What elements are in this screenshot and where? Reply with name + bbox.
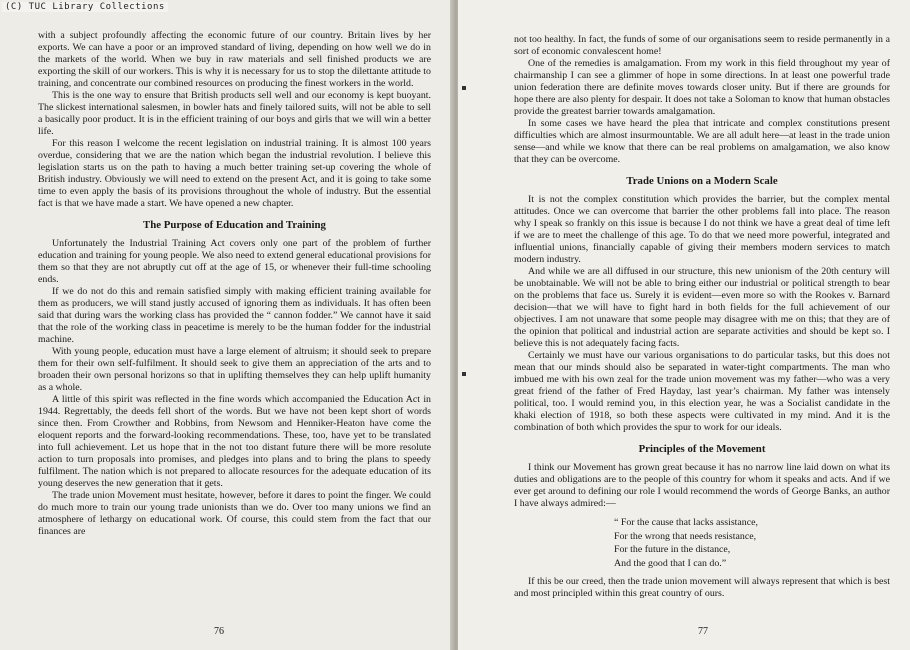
paragraph: Certainly we must have our various organisations to do particular tasks, but this does not mean that our minds should also be separated in water-tight compartments. The man who imbued me with his own zeal for the trade union movement was my father—who was a very great friend of the father of Fred Hayday, last year’s chairman. My father was intensely political, too. I would remind you, in this election year, he was a Socialist candidate in the khaki election of 1918, so both these aspects were cultivated in my mind. And it is the combination of both which provides the spur to work for our ideals. [514, 350, 890, 433]
poem-line: For the wrong that needs resistance, [614, 530, 757, 542]
copyright-watermark: (C) TUC Library Collections [2, 2, 168, 12]
poem-line: For the future in the distance, [614, 544, 731, 555]
paragraph: And while we are all diffused in our structure, this new unionism of the 20th century will be unobtainable. We will not be able to bring either our industrial or political strength to bear on the problems that face us. Surely it is evident—even more so with the Rookes v. Barnard decision—that we will have to fight hard in both fields for the full achievement of our objectives. I am not unaware that some people may disagree with me on this; that they are of the opinion that political and industrial action are separate activities and should be kept so. I believe this is not adequately facing facts. [514, 266, 890, 349]
right-page [458, 0, 910, 650]
closing-paragraph: If this be our creed, then the trade union movement will always represent that which is best and most principled within this great country of ours. [514, 576, 890, 599]
paragraph: In some cases we have heard the plea that intricate and complex constitutions present difficulties which are almost insurmountable. We are all adult here—at least in the trade union sense—and while we know that there can be real problems on amalgamation, we also know that they can be overcome. [514, 118, 890, 165]
poem-line: “ For the cause that lacks assistance, [614, 517, 758, 528]
poem-quotation [614, 516, 890, 570]
page-number: 77 [698, 626, 708, 637]
paragraph: For this reason I welcome the recent legislation on industrial training. It is almost 100 years overdue, considering that we are the nation which began the industrial revolution. I believe this legislation starts us on the path to having a much better training set-up covering the whole of British industry. Obviously we will need to extend on the present Act, and it is going to take some time to even apply the basis of its provisions throughout the whole of industry. But the essential fact is that we have made a start. We have opened a new chapter. [38, 138, 431, 209]
paragraph: Unfortunately the Industrial Training Act covers only one part of the problem of further education and training for young people. We also need to extend general educational provisions for them so that they are not abruptly cut off at the age of 15, or whenever their full-time schooling ends. [38, 238, 431, 285]
paragraph: It is not the complex constitution which provides the barrier, but the complex mental attitudes. Once we can overcome that barrier the other problems fall into place. The reason why I speak so frankly on this issue is because I do not think we have a great deal of time left if we are to meet the challenge of this age. To do that we need more powerful, integrated and influential unions, financially capable of giving their members modern services to match modern industry. [514, 194, 890, 265]
poem-line: And the good that I can do.” [614, 557, 727, 569]
section-heading: The Purpose of Education and Training [143, 219, 326, 231]
paragraph: A little of this spirit was reflected in the fine words which accompanied the Education Act in 1944. Regrettably, the deeds fell short of the words. But we have not been kept short of words since then. From Crowther and Robbins, from Newsom and Henniker-Heaton have come the eloquent reports and the forward-looking recommendations. These, too, have yet to be translated into full achievement. Let us hope that in the not too distant future there will be more resolute action to turn proposals into promises, and pledges into plans and to bring the plans to speedy fulfilment. The nation which is not prepared to allocate resources for the adequate education of its young deserves the new generation that it gets. [38, 394, 431, 489]
page-number: 76 [214, 626, 224, 637]
section-heading: Principles of the Movement [638, 443, 766, 455]
paragraph: With young people, education must have a large element of altruism; it should seek to prepare them for their own self-fulfilment. It should seek to give them an appreciation of the arts and to broaden their own personal horizons so that in uplifting themselves they can help uplift humanity as a whole. [38, 346, 431, 393]
paragraph: The trade union Movement must hesitate, however, before it dares to point the finger. We could do much more to train our young trade unionists than we do. Over too many unions we find an atmosphere of lethargy on educational work. Of course, this could stem from the fact that our finances are [38, 490, 431, 537]
paragraph: This is the one way to ensure that British products sell well and our economy is kept buoyant. The slickest international salesmen, in bowler hats and finely tailored suits, will not be able to sell a basically poor product. It is in the efficient training of our boys and girls that we will win a better life. [38, 90, 431, 137]
binding-mark [462, 86, 466, 90]
section-heading: Trade Unions on a Modern Scale [626, 175, 778, 187]
paragraph: I think our Movement has grown great because it has no narrow line laid down on what its duties and obligations are to the people of this country for whom it speaks and acts. And if we ever get around to defining our role I would recommend the words of George Banks, an author I have always admired:— [514, 462, 890, 509]
binding-mark [462, 372, 466, 376]
paragraph: with a subject profoundly affecting the economic future of our country. Britain lives by her exports. We can have a poor or an improved standard of living, depending on how well we do in the markets of the world. When we buy in raw materials and sell finished products we are exporting the skill of our workers. This is why it is necessary for us to stop the dilettante attitude to training, and concentrate our combined resources on producing the finest workers in the world. [38, 30, 431, 89]
paragraph: One of the remedies is amalgamation. From my work in this field throughout my year of chairmanship I can see a glimmer of hope in some directions. In at least one powerful trade union federation there are definite moves towards closer unity. But if there are grounds for hope there are also plenty for despair. It does not take a Soloman to know that human obstacles provide the greatest barrier towards amalgamation. [514, 58, 890, 117]
paragraph: not too healthy. In fact, the funds of some of our organisations seem to reside permanently in a sort of economic convalescent home! [514, 34, 890, 57]
paragraph: If we do not do this and remain satisfied simply with making efficient training available for them as producers, we will stand justly accused of ignoring them as individuals. It has often been said that during wars the working class has provided the “ cannon fodder.” We cannot have it said that the role of the working class in peacetime is merely to be the human fodder for the industrial machine. [38, 286, 431, 345]
